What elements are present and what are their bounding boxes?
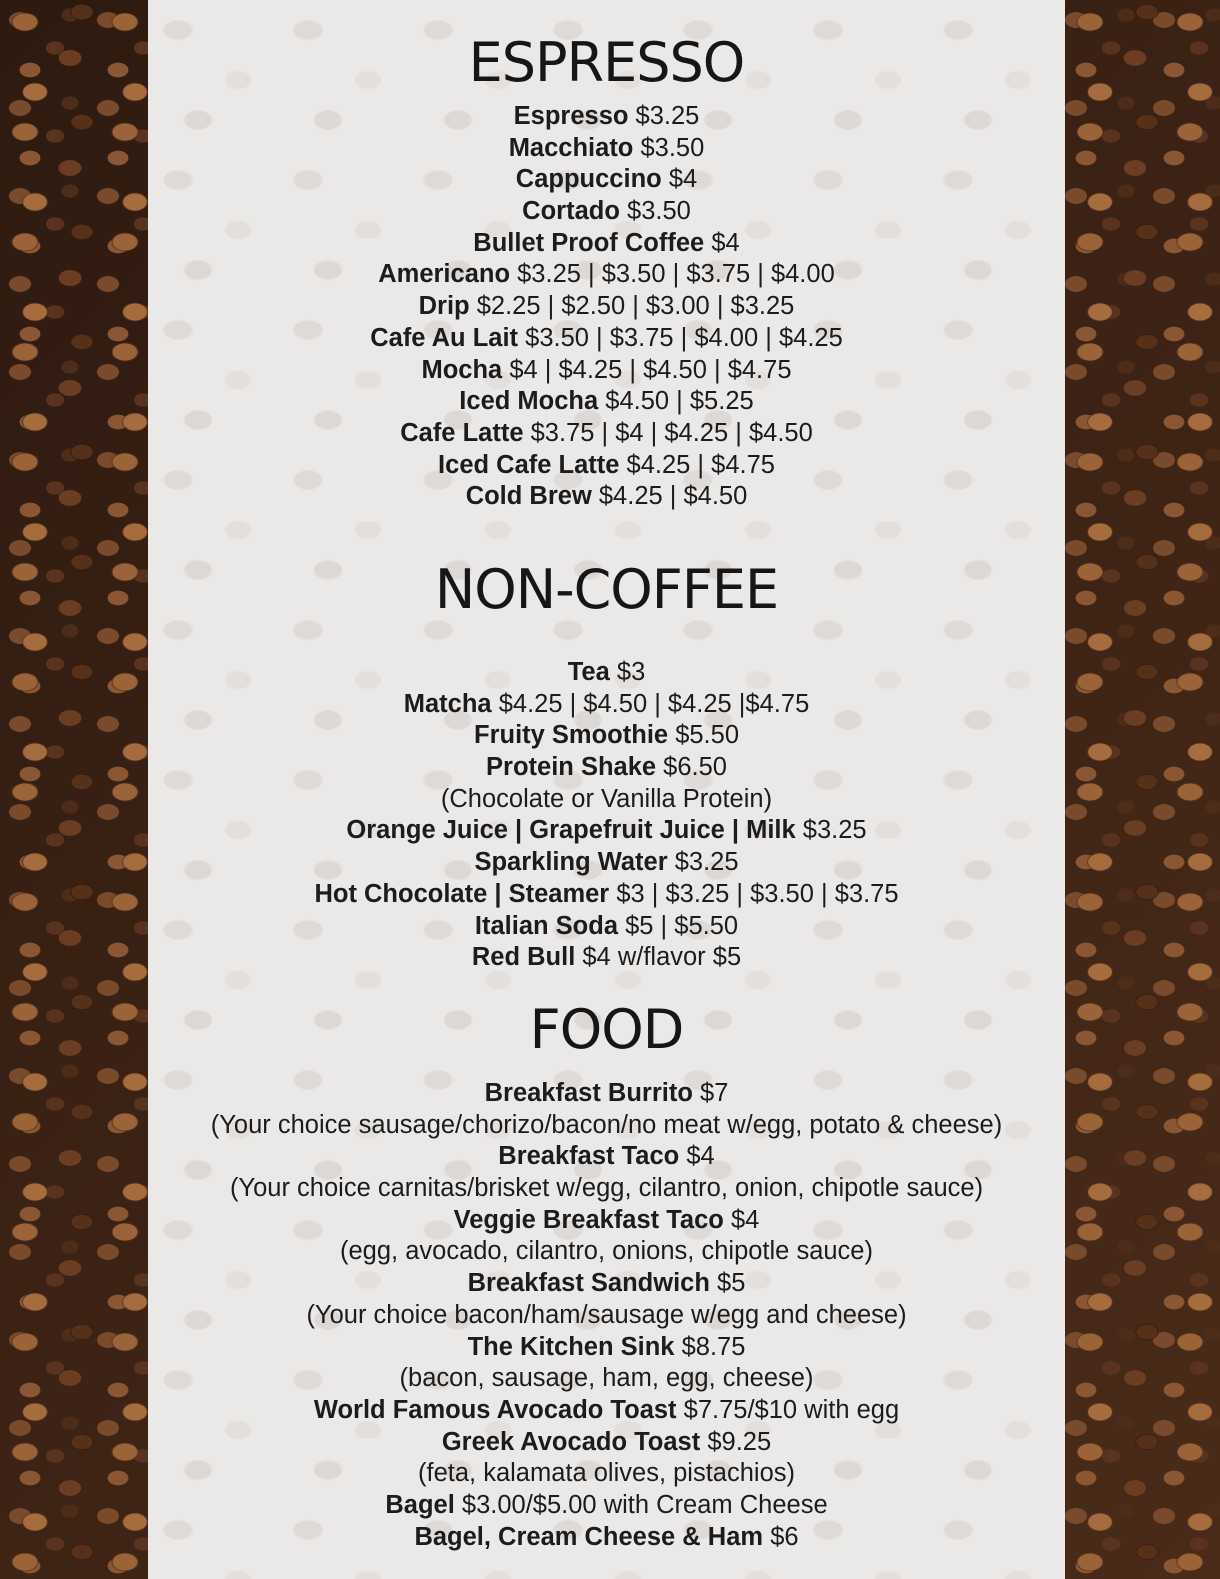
menu-item xyxy=(148,1141,1065,1173)
menu-item xyxy=(148,355,1065,387)
section-title-espresso: ESPRESSO xyxy=(468,31,745,94)
menu-list-non-coffee xyxy=(148,657,1065,974)
menu-item xyxy=(148,847,1065,879)
menu-panel xyxy=(148,0,1065,1579)
menu-item-price: $4.25 | $4.50 xyxy=(598,482,748,511)
menu-item-name: Fruity Smoothie xyxy=(474,721,669,750)
menu-item-name: Protein Shake xyxy=(486,753,657,782)
menu-item-name: Matcha xyxy=(403,689,492,718)
menu-item-price: $3.75 | $4 | $4.25 | $4.50 xyxy=(530,418,813,447)
menu-item xyxy=(148,259,1065,291)
menu-item-price: $3.50 xyxy=(627,197,691,226)
menu-item-name: Red Bull xyxy=(471,943,576,972)
menu-list-food xyxy=(148,1078,1065,1553)
menu-item xyxy=(148,291,1065,323)
menu-item-name: Cafe Latte xyxy=(400,418,524,447)
menu-item-name: Drip xyxy=(418,292,470,321)
menu-item-name: Espresso xyxy=(513,102,629,130)
menu-item-price: $8.75 xyxy=(681,1332,746,1361)
menu-item-price: $2.25 | $2.50 | $3.00 | $3.25 xyxy=(476,292,795,321)
menu-item-name: Americano xyxy=(378,260,511,289)
menu-item-price: $5 | $5.50 xyxy=(625,911,739,940)
menu-item-price: $3 xyxy=(616,658,646,686)
menu-item xyxy=(148,879,1065,911)
menu-item-description: (Your choice carnitas/brisket w/egg, cilantro, onion, chipotle sauce) xyxy=(229,1174,984,1203)
menu-item-price: $4 xyxy=(668,165,698,194)
menu-item xyxy=(148,752,1065,784)
menu-item-price: $3 | $3.25 | $3.50 | $3.75 xyxy=(616,879,899,908)
menu-item-price: $5.50 xyxy=(675,721,739,750)
menu-item-price: $4 xyxy=(730,1205,760,1234)
menu-item-name: Sparkling Water xyxy=(474,848,668,877)
menu-item-price: $9.25 xyxy=(707,1427,772,1456)
menu-item xyxy=(148,1490,1065,1522)
menu-item-name: Iced Cafe Latte xyxy=(438,450,620,479)
menu-item xyxy=(148,1332,1065,1364)
menu-item-price: $4 xyxy=(711,228,740,257)
menu-item-price: $7.75/$10 with egg xyxy=(683,1395,900,1424)
menu-item-price: $3.25 xyxy=(635,102,700,130)
menu-item xyxy=(148,720,1065,752)
menu-item xyxy=(148,657,1065,689)
menu-item xyxy=(148,101,1065,133)
menu-item xyxy=(148,386,1065,418)
menu-list-espresso xyxy=(148,101,1065,513)
menu-item xyxy=(148,133,1065,165)
menu-item-name: Cappuccino xyxy=(515,165,662,194)
menu-item-description: (bacon, sausage, ham, egg, cheese) xyxy=(399,1364,814,1393)
menu-item-price: $3.25 xyxy=(802,816,867,845)
section-title-non-coffee: NON-COFFEE xyxy=(434,558,779,621)
section-title-food: FOOD xyxy=(529,998,684,1061)
menu-item-name: Italian Soda xyxy=(474,911,619,940)
menu-item-name: Iced Mocha xyxy=(459,387,599,416)
menu-item xyxy=(148,418,1065,450)
menu-item-name: The Kitchen Sink xyxy=(467,1332,675,1361)
menu-item-price: $3.25 | $3.50 | $3.75 | $4.00 xyxy=(517,260,835,289)
menu-item-price: $4.50 | $5.25 xyxy=(605,387,754,416)
menu-item-name: Hot Chocolate | Steamer xyxy=(314,879,610,908)
menu-item-price: $6 xyxy=(770,1522,799,1551)
menu-item xyxy=(148,911,1065,943)
menu-item-name: Cortado xyxy=(522,197,620,226)
menu-item-name: Greek Avocado Toast xyxy=(441,1427,701,1456)
menu-item-price: $5 xyxy=(717,1269,746,1298)
menu-item-description: (Your choice bacon/ham/sausage w/egg and cheese) xyxy=(306,1300,907,1329)
menu-item xyxy=(148,228,1065,260)
menu-item-name: Macchiato xyxy=(508,133,634,162)
menu-item xyxy=(148,1268,1065,1300)
menu-item xyxy=(148,323,1065,355)
menu-item xyxy=(148,196,1065,228)
menu-item-name: Breakfast Sandwich xyxy=(467,1269,710,1298)
menu-item xyxy=(148,689,1065,721)
menu-item-name: Orange Juice | Grapefruit Juice | Milk xyxy=(346,816,796,845)
menu-item-description: (Chocolate or Vanilla Protein) xyxy=(440,784,773,813)
menu-item xyxy=(148,164,1065,196)
menu-item-price: $3.00/$5.00 with Cream Cheese xyxy=(461,1490,828,1519)
menu-item-price: $3.25 xyxy=(674,848,739,877)
menu-item xyxy=(148,1078,1065,1110)
menu-item-name: Breakfast Burrito xyxy=(484,1079,693,1107)
menu-item-name: World Famous Avocado Toast xyxy=(313,1395,677,1424)
menu-item-price: $4.25 | $4.50 | $4.25 |$4.75 xyxy=(498,689,810,718)
menu-item-name: Veggie Breakfast Taco xyxy=(453,1205,724,1234)
menu-item xyxy=(148,815,1065,847)
menu-item-name: Cafe Au Lait xyxy=(370,323,519,352)
menu-item-name: Tea xyxy=(567,658,610,686)
menu-item-name: Bagel xyxy=(385,1490,455,1519)
menu-item xyxy=(148,1395,1065,1427)
menu-item xyxy=(148,1427,1065,1459)
menu-item-name: Bagel, Cream Cheese & Ham xyxy=(414,1522,764,1551)
menu-item-description: (feta, kalamata olives, pistachios) xyxy=(418,1459,795,1488)
menu-item-name: Bullet Proof Coffee xyxy=(473,228,705,257)
menu-item-price: $7 xyxy=(700,1079,729,1107)
menu-item xyxy=(148,942,1065,974)
menu-item-price: $4 | $4.25 | $4.50 | $4.75 xyxy=(509,355,792,384)
menu-item xyxy=(148,1522,1065,1554)
menu-item-price: $6.50 xyxy=(663,753,727,782)
menu-item-price: $4 xyxy=(686,1142,715,1171)
coffee-beans-background-right xyxy=(1065,0,1220,1579)
menu-item-description: (egg, avocado, cilantro, onions, chipotle sauce) xyxy=(340,1237,873,1266)
menu-item-name: Breakfast Taco xyxy=(498,1142,680,1171)
menu-item-price: $4.25 | $4.75 xyxy=(626,450,775,479)
menu-item-price: $3.50 xyxy=(640,133,705,162)
menu-item-price: $4 w/flavor $5 xyxy=(582,943,742,972)
menu-item xyxy=(148,450,1065,482)
menu-item xyxy=(148,1205,1065,1237)
menu-item-price: $3.50 | $3.75 | $4.00 | $4.25 xyxy=(525,323,843,352)
coffee-beans-background-left xyxy=(0,0,148,1579)
menu-item xyxy=(148,481,1065,513)
menu-item-name: Mocha xyxy=(421,355,503,384)
menu-item-name: Cold Brew xyxy=(465,482,592,511)
menu-item-description: (Your choice sausage/chorizo/bacon/no meat w/egg, potato & cheese) xyxy=(210,1110,1003,1139)
